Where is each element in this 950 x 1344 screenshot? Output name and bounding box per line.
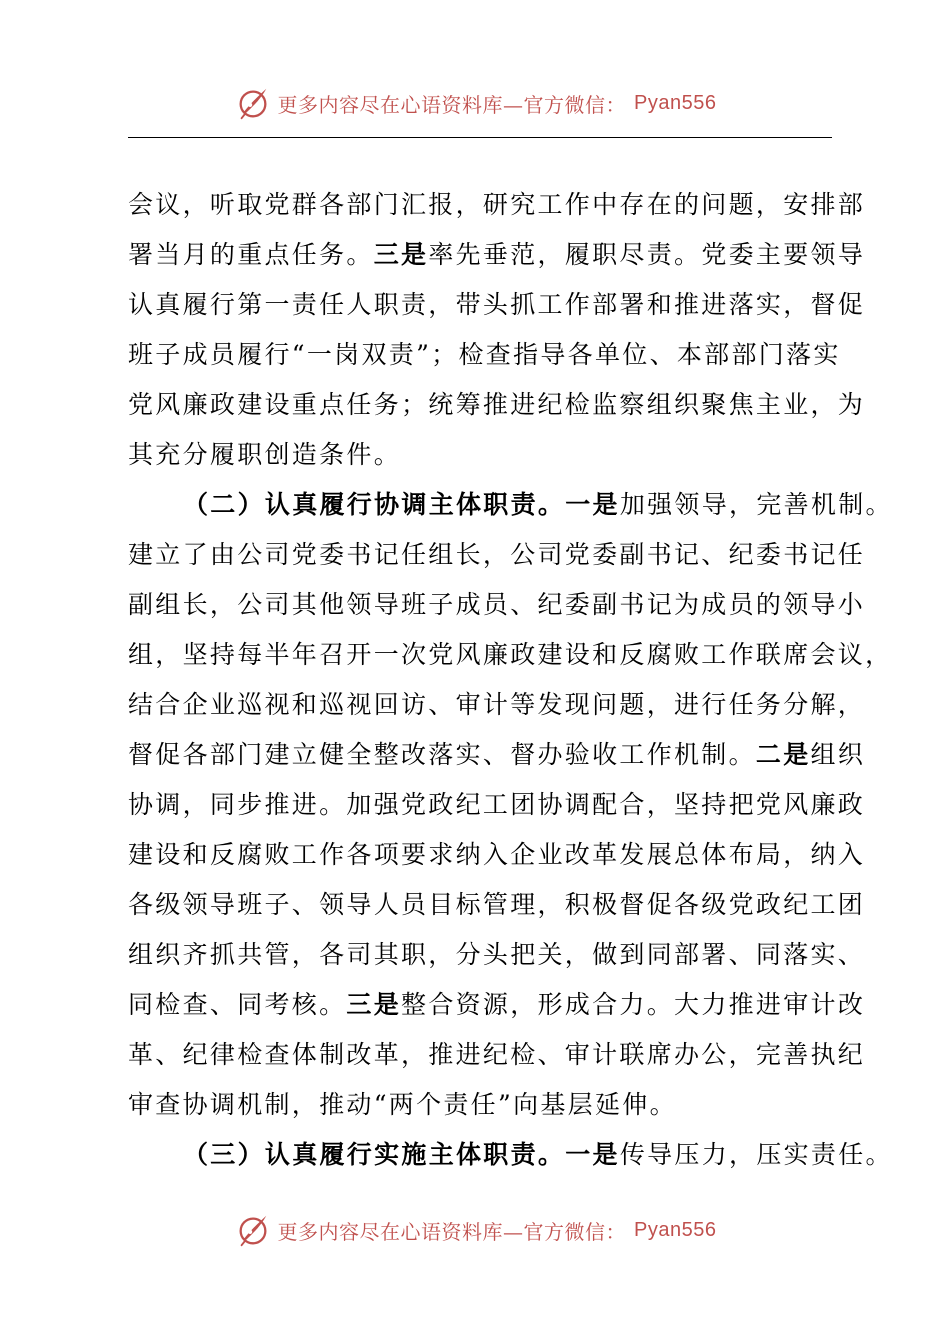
watermark-handle: Pyan556 [634, 91, 717, 114]
text-run: 整合资源，形成合力。大力推进审计改 [401, 990, 866, 1019]
bold-text-run: 三是 [346, 990, 402, 1019]
text-line [128, 330, 850, 380]
text-run: 组织齐抓共管，各司其职，分头把关，做到同部署、同落实、 [128, 940, 866, 969]
bold-text-run: （二）认真履行协调主体职责。一是 [183, 490, 620, 519]
text-line [128, 480, 893, 530]
text-line [128, 180, 866, 230]
text-run: 协调，同步推进。加强党政纪工团协调配合，坚持把党风廉政 [128, 790, 866, 819]
text-run: 审查协调机制，推动“两个责任”向基层延伸。 [128, 1090, 677, 1119]
header-watermark [0, 84, 950, 122]
watermark-handle: Pyan556 [634, 1218, 717, 1241]
text-line [128, 580, 866, 630]
quill-logo-icon [234, 1211, 272, 1249]
text-run: 同检查、同考核。 [128, 990, 347, 1019]
bold-text-run: 三是 [373, 240, 429, 269]
header-divider [128, 137, 832, 138]
text-line [128, 530, 866, 580]
text-line [128, 780, 866, 830]
text-line [128, 730, 866, 780]
text-line [128, 880, 866, 930]
text-run: 建设和反腐败工作各项要求纳入企业改革发展总体布局，纳入 [128, 840, 866, 869]
text-run: 认真履行第一责任人职责，带头抓工作部署和推进落实，督促 [128, 290, 866, 319]
footer-watermark [0, 1211, 950, 1249]
text-run: 革、纪律检查体制改革，推进纪检、审计联席办公，完善执纪 [128, 1040, 866, 1069]
text-line [128, 1080, 850, 1130]
text-line [128, 1130, 893, 1180]
bold-text-run: （三）认真履行实施主体职责。一是 [183, 1140, 620, 1169]
text-line [128, 1030, 866, 1080]
text-line [128, 930, 866, 980]
text-run: 结合企业巡视和巡视回访、审计等发现问题，进行任务分解， [128, 690, 866, 719]
text-run: 班子成员履行“一岗双责”；检查指导各单位、本部部门落实 [128, 340, 841, 369]
text-run: 督促各部门建立健全整改落实、督办验收工作机制。 [128, 740, 756, 769]
text-line [128, 630, 893, 680]
text-run: 率先垂范，履职尽责。党委主要领导 [428, 240, 866, 269]
text-run: 其充分履职创造条件。 [128, 440, 402, 469]
bold-text-run: 二是 [755, 740, 811, 769]
text-line [128, 230, 866, 280]
text-run: 建立了由公司党委书记任组长，公司党委副书记、纪委书记任 [128, 540, 866, 569]
text-run: 加强领导，完善机制。 [619, 490, 893, 519]
text-run: 各级领导班子、领导人员目标管理，积极督促各级党政纪工团 [128, 890, 866, 919]
text-run: 副组长，公司其他领导班子成员、纪委副书记为成员的领导小 [128, 590, 866, 619]
watermark-text: 更多内容尽在心语资料库—官方微信： [277, 92, 627, 117]
text-line [128, 680, 866, 730]
text-run: 署当月的重点任务。 [128, 240, 374, 269]
text-line [128, 280, 866, 330]
watermark-text: 更多内容尽在心语资料库—官方微信： [277, 1219, 627, 1244]
text-run: 传导压力，压实责任。 [619, 1140, 893, 1169]
document-body [128, 180, 893, 1180]
text-run: 党风廉政建设重点任务；统筹推进纪检监察组织聚焦主业，为 [128, 390, 866, 419]
text-line [128, 980, 866, 1030]
quill-logo-icon [234, 84, 272, 122]
text-line [128, 430, 850, 480]
text-line [128, 380, 866, 430]
text-line [128, 830, 866, 880]
text-run: 会议，听取党群各部门汇报，研究工作中存在的问题，安排部 [128, 190, 866, 219]
text-run: 组，坚持每半年召开一次党风廉政建设和反腐败工作联席会议， [128, 640, 893, 669]
text-run: 组织 [810, 740, 866, 769]
